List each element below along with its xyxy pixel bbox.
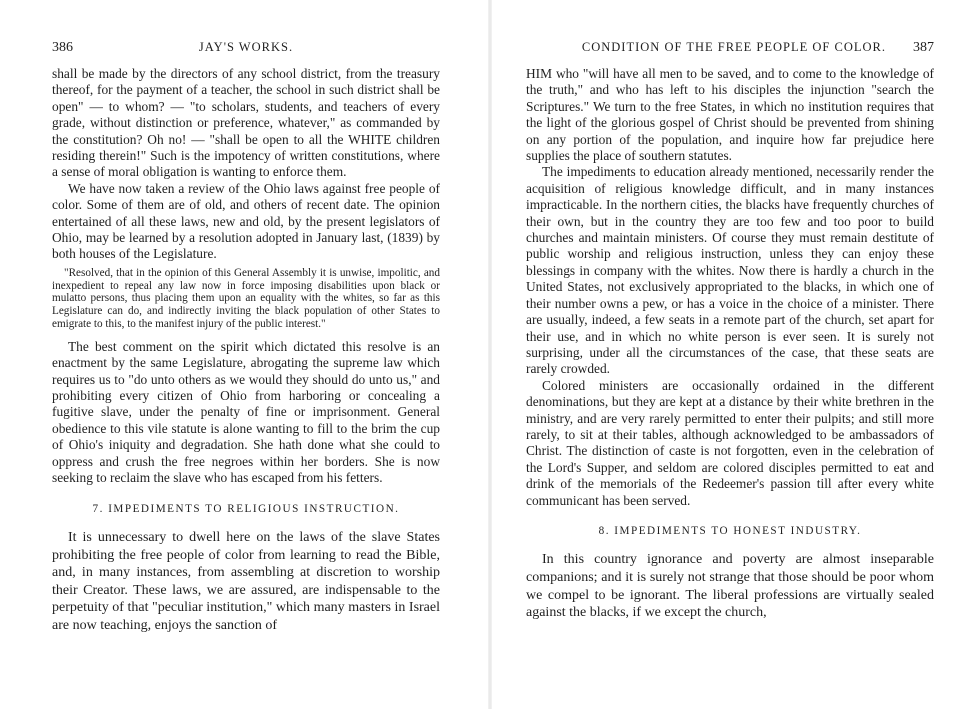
right-page-body: [526, 66, 934, 622]
paragraph: The best comment on the spirit which dictated this resolve is an enactment by the same Legislature, abrogating the supreme law which requires us to "do unto others as we would they should do unto us," and prohibiting every citizen of Ohio from harboring or concealing a fugitive slave, under the penalty of fine or imprisonment. General obedience to this vile statute is alone wanting to fill to the brim the cup of Ohio's iniquity and degradation. She hath done what she could to oppress and crush the free negroes within her borders. She is now seeking to reclaim the slave who has escaped from his fetters.: [52, 338, 440, 486]
running-head: CONDITION OF THE FREE PEOPLE OF COLOR.: [581, 40, 886, 54]
page-number: 387: [913, 40, 934, 55]
left-page-body: [52, 66, 440, 634]
block-quote: "Resolved, that in the opinion of this General Assembly it is unwise, impolitic, and inexpedient to repeal any law now in force imposing disabilities upon black or mulatto persons, thus placing them upon an equality with the whites, so far as this Legislature can do, and indirectly inviting the black population of other States to emigrate to this, to the manifest injury of the public interest.": [52, 266, 440, 331]
left-page-header: [52, 40, 440, 66]
paragraph: The impediments to education already mentioned, necessarily render the acquisition of religious knowledge difficult, and in many instances impracticable. In the northern cities, the blacks have frequently churches of their own, but in the country they are too few and too poor to build churches and maintain ministers. Of course they must remain destitute of public worship and religious instruction, unless they can enjoy these blessings in company with the whites. Now there is hardly a church in the United States, not exclusively appropriated to the blacks, in which one of their number owns a pew, or has a voice in the choice of a minister. There are usually, indeed, a few seats in a remote part of the church, set apart for their use, and in which no white person is ever seen. It is surely not surprising, under all the circumstances of the case, that these seats are rarely crowded.: [526, 164, 934, 377]
paragraph: shall be made by the directors of any school district, from the treasury thereof, for the payment of a teacher, the school in such district shall be open" — to whom? — "to scholars, students, and teachers of every grade, without distinction or preference, whatever," as commanded by the constitution? Oh no! — "shall be open to all the WHITE children residing therein!" Such is the impotency of written constitutions, where a sense of moral obligation is wanting to enforce them.: [52, 66, 440, 180]
right-page-header: [526, 40, 934, 66]
paragraph: HIM who "will have all men to be saved, and to come to the knowledge of the truth," and who has left to his disciples the injunction "search the Scriptures." We turn to the free States, in which no institution requires that the light of the glorious gospel of Christ should be prevented from shining on any portion of the population, and inquire how far prejudice here supplies the place of southern statutes.: [526, 66, 934, 164]
book-gutter: [488, 0, 492, 709]
paragraph: It is unnecessary to dwell here on the laws of the slave States prohibiting the free people of color from learning to read the Bible, and, in many instances, from assembling at discretion to worship their Creator. These laws, we are assured, are indispensable to the perpetuity of that "peculiar institution," which many masters in Israel are now teaching, enjoys the sanction of: [52, 529, 440, 633]
paragraph: In this country ignorance and poverty are almost inseparable companions; and it is surely not strange that those should be poor whom we compel to be ignorant. The liberal professions are virtually sealed against the blacks, if we except the church,: [526, 552, 934, 621]
left-page: [0, 0, 480, 709]
running-head: JAY'S WORKS.: [198, 40, 294, 54]
page-number: 386: [52, 40, 73, 55]
section-heading: 8. IMPEDIMENTS TO HONEST INDUSTRY.: [598, 524, 862, 537]
right-page: [500, 0, 980, 709]
paragraph: Colored ministers are occasionally ordained in the different denominations, but they are kept at a distance by their white brethren in the ministry, and are very rarely permitted to enter their pulpits; and still more rarely, to sit at their tables, although acknowledged to be ambassadors of Christ. The distinction of caste is not forgotten, even in the celebration of the Lord's Supper, and seldom are colored disciples permitted to eat and drink of the memorials of the Redeemer's passion till after every white communicant has been served.: [526, 377, 934, 508]
section-heading: 7. IMPEDIMENTS TO RELIGIOUS INSTRUCTION.: [92, 502, 400, 515]
paragraph: We have now taken a review of the Ohio laws against free people of color. Some of them are of old, and others of recent date. The opinion entertained of all these laws, new and old, by the present legislators of Ohio, may be learned by a resolution adopted in January last, (1839) by both houses of the Legislature.: [52, 180, 440, 262]
